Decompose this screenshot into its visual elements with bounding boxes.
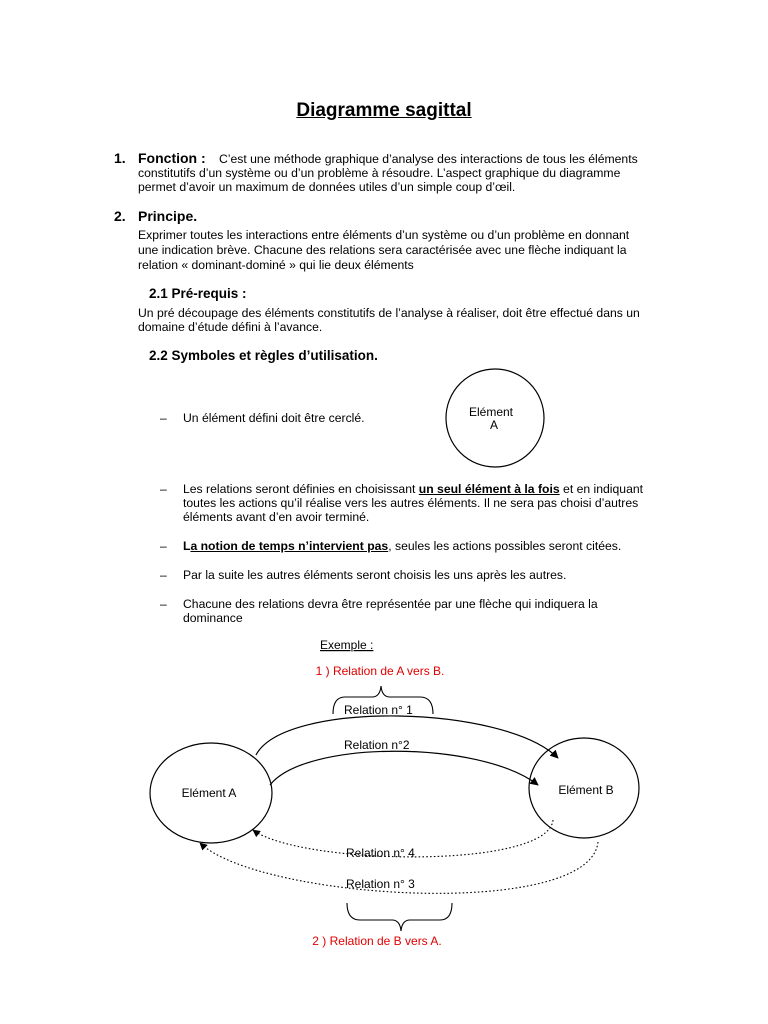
element-b-label: Elément B [558,783,614,797]
section-2-text: Exprimer toutes les interactions entre éléments d’un système ou d’un problème en donnant [138,228,630,242]
page-title: Diagramme sagittal [296,100,472,121]
section-1-heading: Fonction : [138,150,206,166]
relation-4-label: Relation n° 4 [346,846,415,860]
group-2-label: 2 ) Relation de B vers A. [312,934,442,948]
section-2-1-heading: 2.1 Pré-requis : [149,286,247,301]
bullet-5-text: Chacune des relations devra être représentée par une flèche qui indiquera la [183,597,598,611]
relation-1-label: Relation n° 1 [344,703,413,717]
bullet-3-emphasis: a notion de temps n’intervient pas [190,539,389,553]
bullet-3-text: La notion de temps n’intervient pas, seules les actions possibles seront citées. [183,539,622,553]
relation-3-label: Relation n° 3 [346,877,415,891]
bullet-2-text: toutes les actions qu’il réalise vers les autres éléments. Il ne sera pas choisi d’autres [183,496,639,510]
bullet-1-text: Un élément défini doit être cerclé. [183,411,365,425]
section-1-text: permet d’avoir un maximum de données utiles d’un simple coup d’œil. [138,180,516,194]
bullet-dash: – [160,597,167,611]
bullet-2-emphasis: un seul élément à la fois [418,482,560,496]
section-2-text: une indication brève. Chacune des relations sera caractérisée avec une flèche indiquant la [138,243,627,257]
section-2-heading: Principe. [138,208,198,224]
relation-2-label: Relation n°2 [344,738,410,752]
example-label: Exemple : [320,638,374,652]
bullet-4-text: Par la suite les autres éléments seront choisis les uns après les autres. [183,568,567,582]
section-1-text: C’est une méthode graphique d’analyse des interactions de tous les éléments [219,152,638,166]
bullet-dash: – [160,411,167,425]
section-1-text: constitutifs d’un système ou d’un problème à résoudre. L’aspect graphique du diagramme [138,166,621,180]
element-a-label: Elément A [181,786,237,800]
relation-2-arrow [270,751,538,785]
bullet-2-text: Les relations seront définies en choisissant un seul élément à la fois et en indiquant [183,482,644,496]
element-a-symbol-label: A [489,418,499,432]
section-2-text: relation « dominant-dominé » qui lie deux éléments [138,258,414,272]
group-1-label: 1 ) Relation de A vers B. [315,664,445,678]
section-2-1-text: Un pré découpage des éléments constitutifs de l’analyse à réaliser, doit être effectué dans un [138,306,640,320]
bullet-5-text: dominance [183,611,243,625]
bullet-2-text: éléments avant d’en avoir terminé. [183,510,370,524]
bullet-dash: – [160,539,167,553]
element-a-symbol-label: Elément [468,405,514,419]
section-2-2-heading: 2.2 Symboles et règles d’utilisation. [149,348,378,363]
bottom-brace [347,903,452,931]
section-1-number: 1. [114,150,126,166]
section-2-number: 2. [114,208,126,224]
bullet-dash: – [160,568,167,582]
bullet-dash: – [160,482,167,496]
section-2-1-text: domaine d’étude défini à l’avance. [138,320,323,334]
